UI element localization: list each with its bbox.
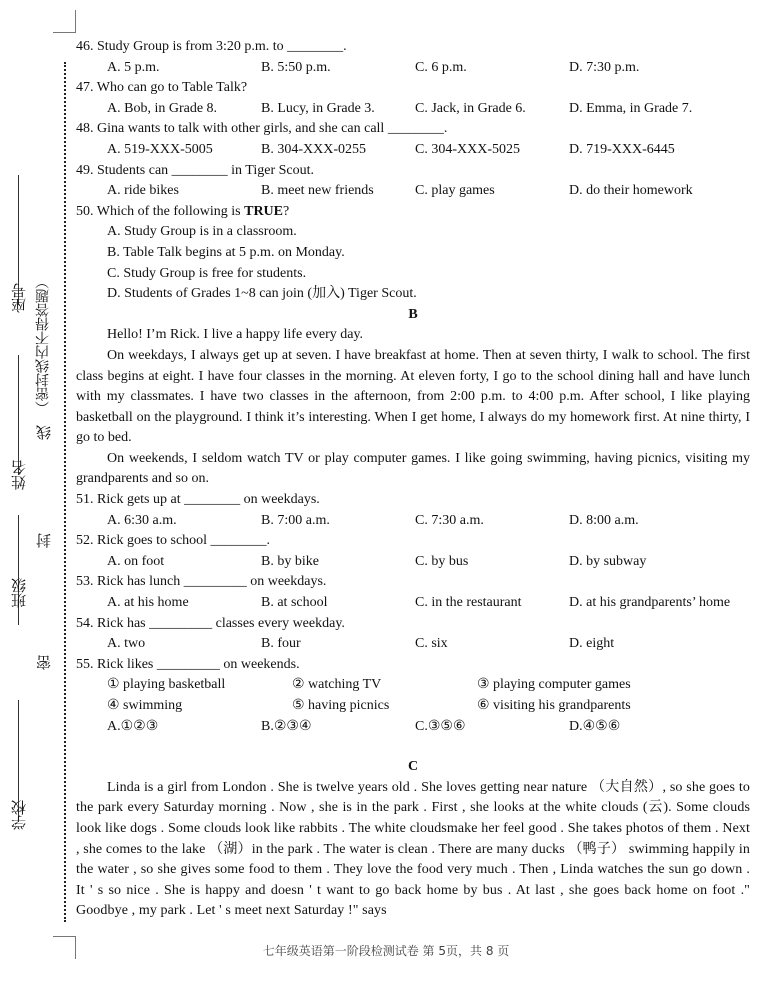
- choice-item: ② watching TV: [292, 677, 382, 693]
- name-label: 姓名: [10, 460, 28, 490]
- question-block-50: [76, 202, 750, 305]
- options-row: [76, 717, 750, 738]
- option-d: D. do their homework: [569, 183, 693, 199]
- question-stem: [76, 202, 750, 223]
- option-b: B.②③④: [261, 718, 312, 734]
- option-a: A. Study Group is in a classroom.: [107, 224, 297, 240]
- options-row: [76, 634, 750, 655]
- choice-item: ⑤ having picnics: [292, 698, 390, 713]
- passage-paragraph: Hello! I’m Rick. I live a happy life every day.: [107, 327, 364, 343]
- option-b: B. four: [261, 636, 301, 652]
- option-a: A. at his home: [107, 595, 189, 611]
- question-block-55: [76, 655, 750, 737]
- option-a: A. on foot: [107, 553, 165, 569]
- class-label: 班级: [10, 578, 28, 608]
- option-c: C. by bus: [415, 553, 469, 569]
- stem-text: 50. Which of the following is: [76, 203, 245, 219]
- option-d: D. Emma, in Grade 7.: [569, 100, 693, 116]
- seal-dotted-line: [64, 62, 66, 922]
- option-b: B. Table Talk begins at 5 p.m. on Monday.: [107, 244, 345, 260]
- option-d: D. 8:00 a.m.: [569, 512, 639, 528]
- stem-emphasis: TRUE: [244, 203, 284, 219]
- question-block: [76, 161, 750, 202]
- choice-item: ① playing basketball: [107, 677, 226, 693]
- options-row: [76, 99, 750, 120]
- options-row: [76, 511, 750, 532]
- question-stem: 47. Who can go to Table Talk?: [76, 80, 248, 96]
- option-d: D. at his grandparents’ home: [569, 595, 731, 611]
- stem-end: ?: [283, 203, 290, 219]
- choice-item: ⑥ visiting his grandparents: [477, 698, 631, 713]
- option-d: D. eight: [569, 636, 615, 652]
- question-stem: 55. Rick likes _________ on weekends.: [76, 656, 300, 672]
- section-heading-b: B: [408, 306, 418, 322]
- option-c: C. 7:30 a.m.: [415, 512, 484, 528]
- option-b: B. 304-XXX-0255: [261, 141, 366, 157]
- seal-note: （密封线内不得答题）: [35, 275, 51, 415]
- school-label: 学校: [10, 800, 28, 830]
- option-d: D.④⑤⑥: [569, 718, 621, 734]
- option-c: C. in the restaurant: [415, 595, 522, 611]
- option-a: A. 5 p.m.: [107, 59, 160, 75]
- spacer: [76, 737, 750, 757]
- options-row: [76, 552, 750, 573]
- name-line: [18, 355, 19, 475]
- option-b: B. Lucy, in Grade 3.: [261, 100, 375, 116]
- option-b: B. 5:50 p.m.: [261, 59, 331, 75]
- question-block: [76, 119, 750, 160]
- passage-paragraph: On weekdays, I always get up at seven. I have breakfast at home. Then at seven thirty, I walk to school. The first class begins at eight. I have four classes in the morning. At eleven forty, I go to the school dining hall and have lunch with my classmates. I have two classes in the afternoon, from 2:00 p.m. to 4:00 p.m. After school, I like playing basketball on the playground. I think it’s interesting. When I get home, I always do my homework first. At nine thirty, I go to bed.: [76, 347, 750, 446]
- choice-items-row: [76, 675, 750, 696]
- option-b: B. 7:00 a.m.: [261, 512, 330, 528]
- question-stem: 48. Gina wants to talk with other girls, and she can call ________.: [76, 121, 448, 137]
- choice-item: ③ playing computer games: [477, 677, 631, 693]
- passage-paragraph: On weekends, I seldom watch TV or play computer games. I like going swimming, having picnics, visiting my grandparents and so on.: [76, 450, 750, 487]
- option-d: D. Students of Grades 1~8 can join (加入) Tiger Scout.: [107, 286, 417, 302]
- option-a: A. Bob, in Grade 8.: [107, 100, 218, 116]
- question-block: [76, 37, 750, 78]
- option-a: A.①②③: [107, 718, 159, 734]
- option-c: C. Jack, in Grade 6.: [415, 100, 526, 116]
- option-a: A. two: [107, 636, 146, 652]
- question-block: [76, 78, 750, 119]
- page-footer: 七年级英语第一阶段检测试卷 第 5页，共 8 页: [262, 944, 510, 958]
- choice-item: ④ swimming: [107, 698, 183, 713]
- binding-margin: [0, 0, 60, 1001]
- mi-label: 密: [35, 655, 53, 670]
- option-c: C. play games: [415, 183, 495, 199]
- section-heading-c: C: [407, 759, 419, 775]
- option-d: D. 719-XXX-6445: [569, 141, 675, 157]
- xian-label: 线: [35, 425, 53, 440]
- option-d: D. 7:30 p.m.: [569, 59, 640, 75]
- option-c: C.③⑤⑥: [415, 718, 466, 734]
- seat-label: 座号: [10, 283, 28, 313]
- question-stem: 52. Rick goes to school ________.: [76, 533, 271, 549]
- question-block: [76, 572, 750, 613]
- exam-content: [76, 37, 750, 922]
- options-row: [76, 593, 750, 614]
- option-c: C. Study Group is free for students.: [107, 265, 307, 281]
- section-c: [76, 757, 750, 922]
- options-row: [76, 140, 750, 161]
- option-b: B. at school: [261, 595, 328, 611]
- class-line: [18, 515, 19, 625]
- question-block: [76, 614, 750, 655]
- option-c: C. six: [415, 636, 448, 652]
- question-block: [76, 531, 750, 572]
- choice-items-row: [76, 696, 750, 717]
- question-stem: 51. Rick gets up at ________ on weekdays.: [76, 492, 320, 508]
- option-b: B. meet new friends: [261, 183, 374, 199]
- option-a: A. ride bikes: [107, 183, 179, 199]
- feng-label: 封: [35, 533, 53, 548]
- question-stem: 46. Study Group is from 3:20 p.m. to ________.: [76, 39, 347, 54]
- question-block: [76, 490, 750, 531]
- passage-paragraph: Linda is a girl from London . She is twelve years old . She loves getting near nature （大自然）, so she goes to the park every Saturday morning . Now , she is in the park . First , she looks at the white clouds (云). Some clouds look like dogs . Some clouds look like rabbits . The white cloudsmake her feel good . She takes photos of them . Next , she comes to the lake （湖）in the park . The water is clean . There are many ducks （鸭子） swimming happily in the water , so she gives some food to them . They love the food very much . Then , Linda watches the sun go down . It ' s so nice . She is happy and doesn ' t want to go back home by bus . At last , she goes back home on foot ." Goodbye , my park . Let ' s meet next Saturday !" says: [76, 779, 750, 919]
- options-row: [76, 181, 750, 202]
- option-a: A. 519-XXX-5005: [107, 141, 213, 157]
- options-row: [76, 58, 750, 79]
- question-stem: 54. Rick has _________ classes every weekday.: [76, 615, 345, 631]
- option-c: C. 304-XXX-5025: [415, 141, 520, 157]
- option-c: C. 6 p.m.: [415, 59, 467, 75]
- option-b: B. by bike: [261, 553, 319, 569]
- question-stem: 49. Students can ________ in Tiger Scout.: [76, 162, 315, 178]
- option-a: A. 6:30 a.m.: [107, 512, 177, 528]
- option-d: D. by subway: [569, 553, 647, 569]
- question-stem: 53. Rick has lunch _________ on weekdays.: [76, 574, 327, 590]
